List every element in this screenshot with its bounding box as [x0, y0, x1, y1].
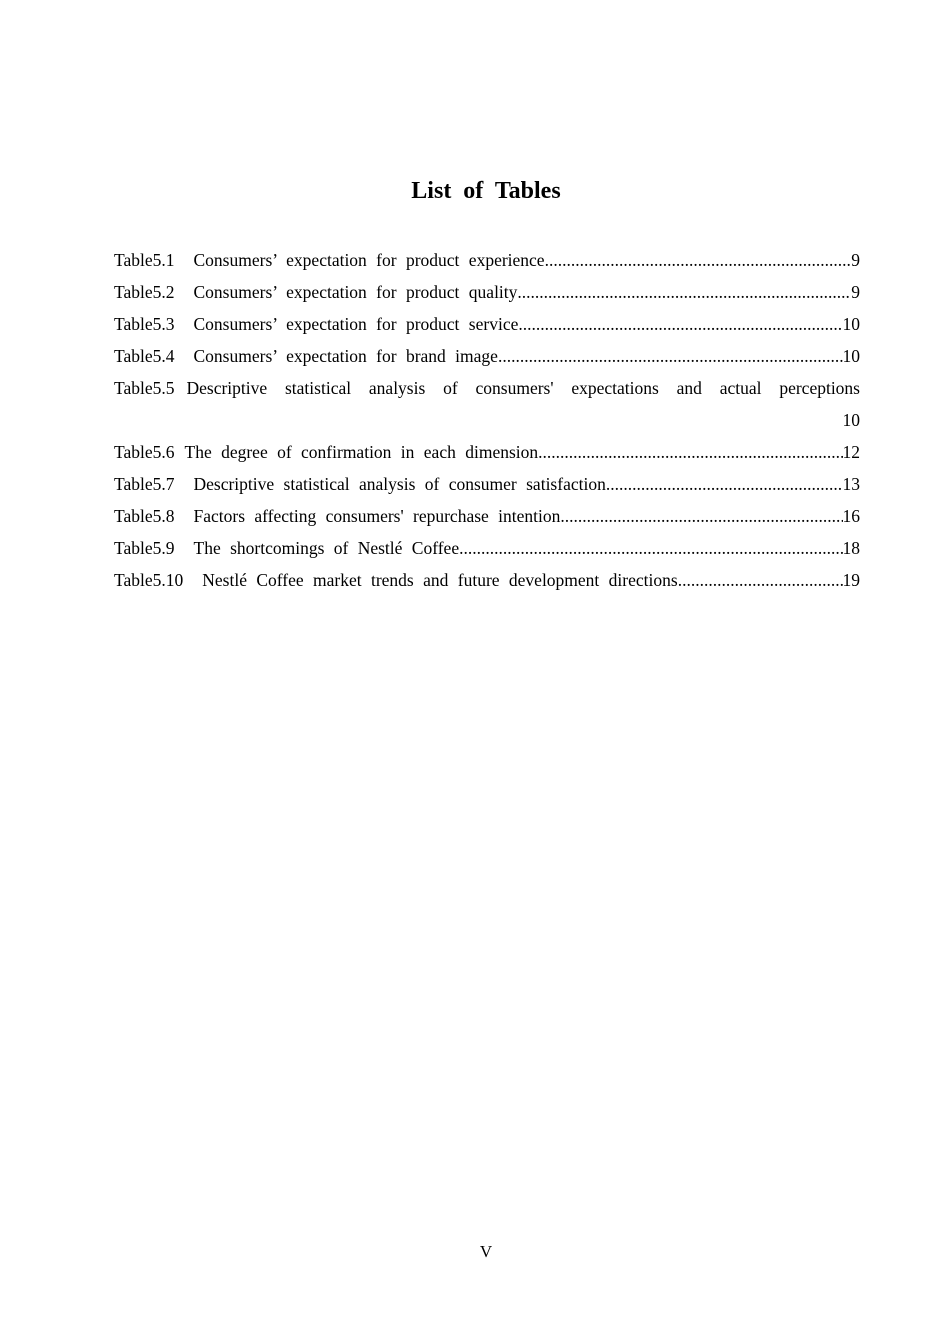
- table-number: Table5.4: [114, 346, 175, 366]
- table-caption: The shortcomings of Nestlé Coffee: [193, 538, 460, 558]
- dot-leader: [459, 532, 842, 564]
- table-number: Table5.2: [114, 282, 175, 302]
- table-number: Table5.5: [114, 378, 175, 398]
- dot-leader: [517, 276, 851, 308]
- dot-leader: [560, 500, 842, 532]
- table-number: Table5.8: [114, 506, 175, 526]
- page-number: 10: [842, 410, 860, 430]
- toc-entry-label: [114, 468, 606, 500]
- table-number: Table5.10: [114, 570, 184, 590]
- page-number: 16: [842, 506, 860, 526]
- toc-entry-label: [114, 564, 678, 596]
- dot-leader: [606, 468, 843, 500]
- table-caption: Descriptive statistical analysis of consumer satisfaction: [193, 474, 606, 494]
- table-caption: Consumers’ expectation for brand image: [193, 346, 498, 366]
- page-number: 18: [842, 538, 860, 558]
- toc-entry[interactable]: [114, 244, 860, 276]
- toc-entry[interactable]: [114, 372, 860, 436]
- toc-entry[interactable]: [114, 436, 860, 468]
- dot-leader: [538, 436, 842, 468]
- table-number: Table5.7: [114, 474, 175, 494]
- table-caption: Descriptive statistical analysis of consumers' expectations and actual perceptions: [186, 378, 860, 398]
- page-number: 9: [851, 282, 860, 302]
- dot-leader: [545, 244, 852, 276]
- table-caption: Consumers’ expectation for product quality: [193, 282, 518, 302]
- toc-entry-label: [114, 244, 545, 276]
- page-number: 13: [842, 474, 860, 494]
- page-number: 19: [842, 570, 860, 590]
- table-caption: Nestlé Coffee market trends and future development directions: [202, 570, 678, 590]
- table-number: Table5.3: [114, 314, 175, 334]
- page-number: 10: [842, 314, 860, 334]
- toc-entry-label: [114, 340, 498, 372]
- toc-entry[interactable]: [114, 532, 860, 564]
- page-number: 10: [842, 346, 860, 366]
- table-number: Table5.9: [114, 538, 175, 558]
- table-number: Table5.1: [114, 250, 175, 270]
- toc-entry-label: [114, 532, 459, 564]
- toc-entry[interactable]: [114, 308, 860, 340]
- page-number: 12: [842, 442, 860, 462]
- dot-leader: [678, 564, 843, 596]
- toc-entry-label: [114, 436, 538, 468]
- table-list: [114, 244, 860, 596]
- toc-entry[interactable]: [114, 500, 860, 532]
- toc-entry[interactable]: [114, 340, 860, 372]
- page-title: List of Tables: [411, 178, 561, 204]
- toc-entry-label: [114, 276, 517, 308]
- toc-entry-label: [114, 372, 860, 404]
- dot-leader: [518, 308, 842, 340]
- table-caption: The degree of confirmation in each dimension: [184, 442, 539, 462]
- page-footer-number: V: [479, 1242, 493, 1261]
- page-number: 9: [851, 250, 860, 270]
- table-number: Table5.6: [114, 442, 175, 462]
- toc-entry-label: [114, 308, 518, 340]
- toc-entry[interactable]: [114, 468, 860, 500]
- toc-entry-label: [114, 500, 560, 532]
- table-caption: Consumers’ expectation for product experience: [193, 250, 545, 270]
- toc-entry[interactable]: [114, 564, 860, 596]
- table-caption: Factors affecting consumers' repurchase intention: [193, 506, 561, 526]
- table-caption: Consumers’ expectation for product service: [193, 314, 519, 334]
- dot-leader: [498, 340, 843, 372]
- toc-entry[interactable]: [114, 276, 860, 308]
